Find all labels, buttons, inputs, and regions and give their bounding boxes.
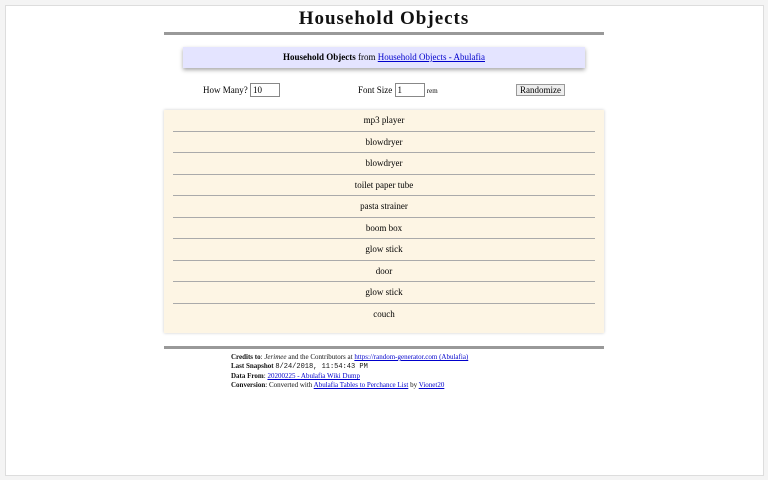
snapshot-value: 8/24/2018, 11:54:43 PM bbox=[275, 363, 368, 371]
font-size-label: Font Size bbox=[358, 85, 393, 95]
how-many-control bbox=[203, 83, 280, 97]
list-item: blowdryer bbox=[173, 153, 595, 175]
header-title: Household Objects bbox=[283, 52, 356, 62]
credits-line: Credits to: Jerimee and the Contributors at https://random-generator.com (Abulafia) bbox=[231, 353, 469, 361]
data-from-link[interactable]: 20200225 - Abulafia Wiki Dump bbox=[267, 372, 360, 380]
list-item: glow stick bbox=[173, 282, 595, 304]
author-link[interactable]: Vionet20 bbox=[418, 381, 445, 389]
credits-text: and the Contributors at bbox=[288, 353, 353, 361]
credits-link[interactable]: https://random-generator.com (Abulafia) bbox=[354, 353, 469, 361]
randomize-button[interactable]: Randomize bbox=[516, 84, 565, 96]
credits bbox=[231, 353, 468, 390]
data-from-line: Data From: 20200225 - Abulafia Wiki Dump bbox=[231, 372, 360, 380]
snapshot-label: Last Snapshot bbox=[231, 362, 274, 370]
list-item: couch bbox=[373, 308, 395, 319]
how-many-input[interactable] bbox=[250, 83, 280, 97]
list-item: blowdryer bbox=[173, 132, 595, 154]
data-from-label: Data From bbox=[231, 372, 264, 380]
list-item: pasta strainer bbox=[173, 196, 595, 218]
randomize-control bbox=[516, 83, 565, 97]
credits-label: Credits to bbox=[231, 353, 261, 361]
font-unit: rem bbox=[426, 87, 438, 95]
font-size-control bbox=[358, 83, 438, 98]
conversion-text: Converted with bbox=[268, 381, 313, 389]
list-item: door bbox=[173, 261, 595, 283]
conversion-link[interactable]: Abulafia Tables to Perchance List bbox=[313, 381, 409, 389]
credits-author: Jerimee bbox=[264, 353, 287, 361]
header-from: from bbox=[358, 52, 376, 62]
font-size-input[interactable] bbox=[395, 83, 425, 97]
how-many-label: How Many? bbox=[203, 85, 248, 95]
title-divider bbox=[164, 32, 604, 35]
list-item: mp3 player bbox=[173, 110, 595, 132]
conversion-by: by bbox=[410, 381, 418, 389]
page-title: Household Objects bbox=[298, 8, 470, 29]
conversion-label: Conversion bbox=[231, 381, 266, 389]
list-item: glow stick bbox=[173, 239, 595, 261]
snapshot-line bbox=[231, 362, 468, 372]
conversion-line: Conversion: Converted with Abulafia Tables to Perchance List by Vionet20 bbox=[231, 381, 445, 389]
source-link[interactable]: Household Objects - Abulafia bbox=[377, 52, 485, 62]
source-header bbox=[183, 47, 585, 68]
footer-divider bbox=[164, 346, 604, 349]
list-item: boom box bbox=[173, 218, 595, 240]
list-item: toilet paper tube bbox=[173, 175, 595, 197]
results-list bbox=[164, 110, 604, 333]
